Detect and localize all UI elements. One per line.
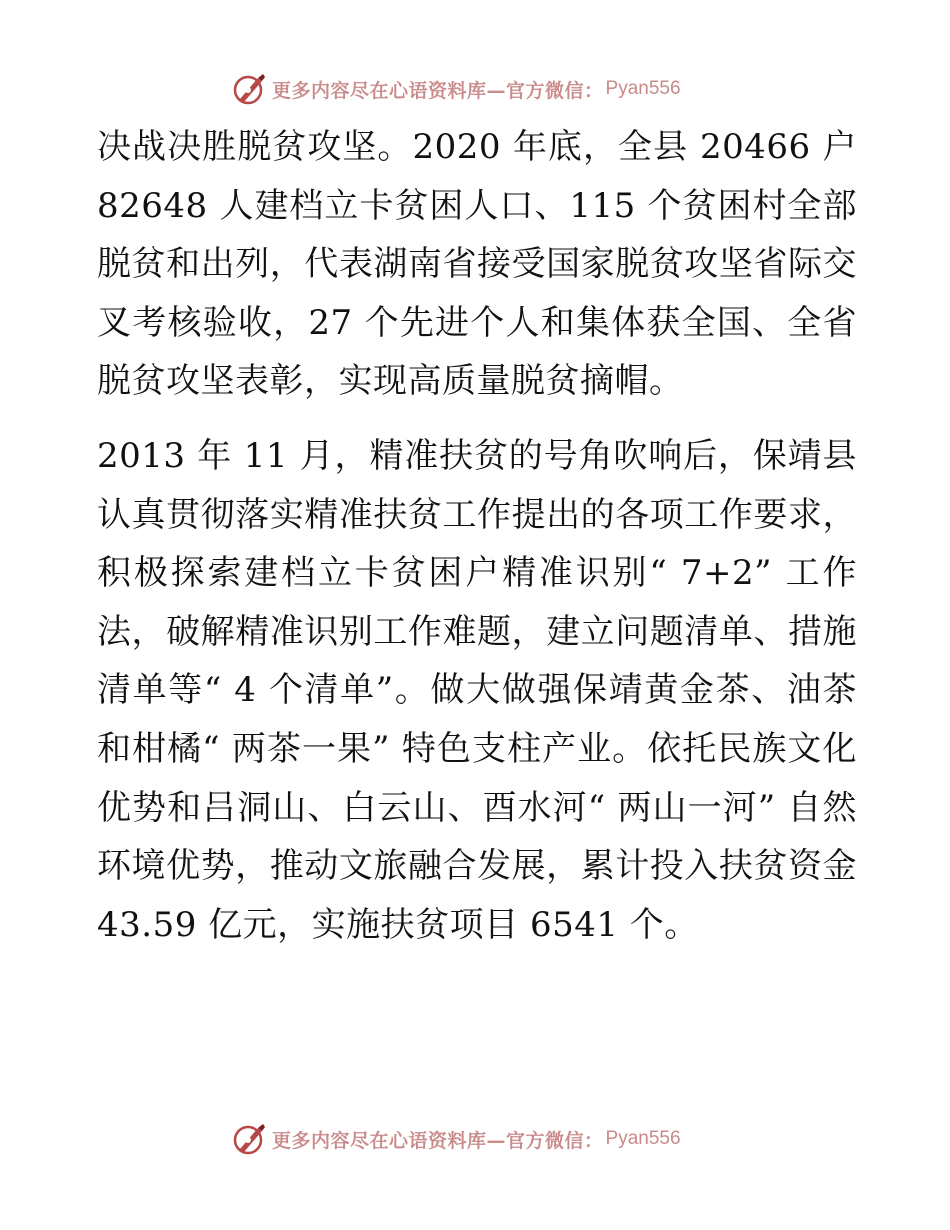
banner-text: 更多内容尽在心语资料库—官方微信： <box>272 79 604 102</box>
pen-logo-icon <box>232 1122 268 1156</box>
header-banner <box>232 72 681 106</box>
paragraph-1: 决战决胜脱贫攻坚。2020 年底，全县 20466 户 82648 人建档立卡贫困人口、115 个贫困村全部脱贫和出列，代表湖南省接受国家脱贫攻坚省际交叉考核验收，27 个先进个人和集体获全国、全省脱贫攻坚表彰，实现高质量脱贫摘帽。 <box>97 127 857 402</box>
paragraph-2: 2013 年 11 月，精准扶贫的号角吹响后，保靖县认真贯彻落实精准扶贫工作提出的各项工作要求，积极探索建档立卡贫困户精准识别“ 7+2” 工作法，破解精准识别工作难题，建立问题清单、措施清单等“ 4 个清单”。做大做强保靖黄金茶、油茶和柑橘“ 两茶一果” 特色支柱产业。依托民族文化优势和吕洞山、白云山、酉水河“ 两山一河” 自然环境优势，推动文旅融合发展，累计投入扶贫资金 43.59 亿元，实施扶贫项目 6541 个。 <box>97 435 857 945</box>
banner-wechat-id: Pyan556 <box>605 78 681 99</box>
banner-text: 更多内容尽在心语资料库—官方微信： <box>272 1129 604 1152</box>
footer-banner <box>232 1122 681 1156</box>
document-body <box>97 118 857 954</box>
banner-wechat-id: Pyan556 <box>605 1128 681 1149</box>
pen-logo-icon <box>232 72 268 106</box>
